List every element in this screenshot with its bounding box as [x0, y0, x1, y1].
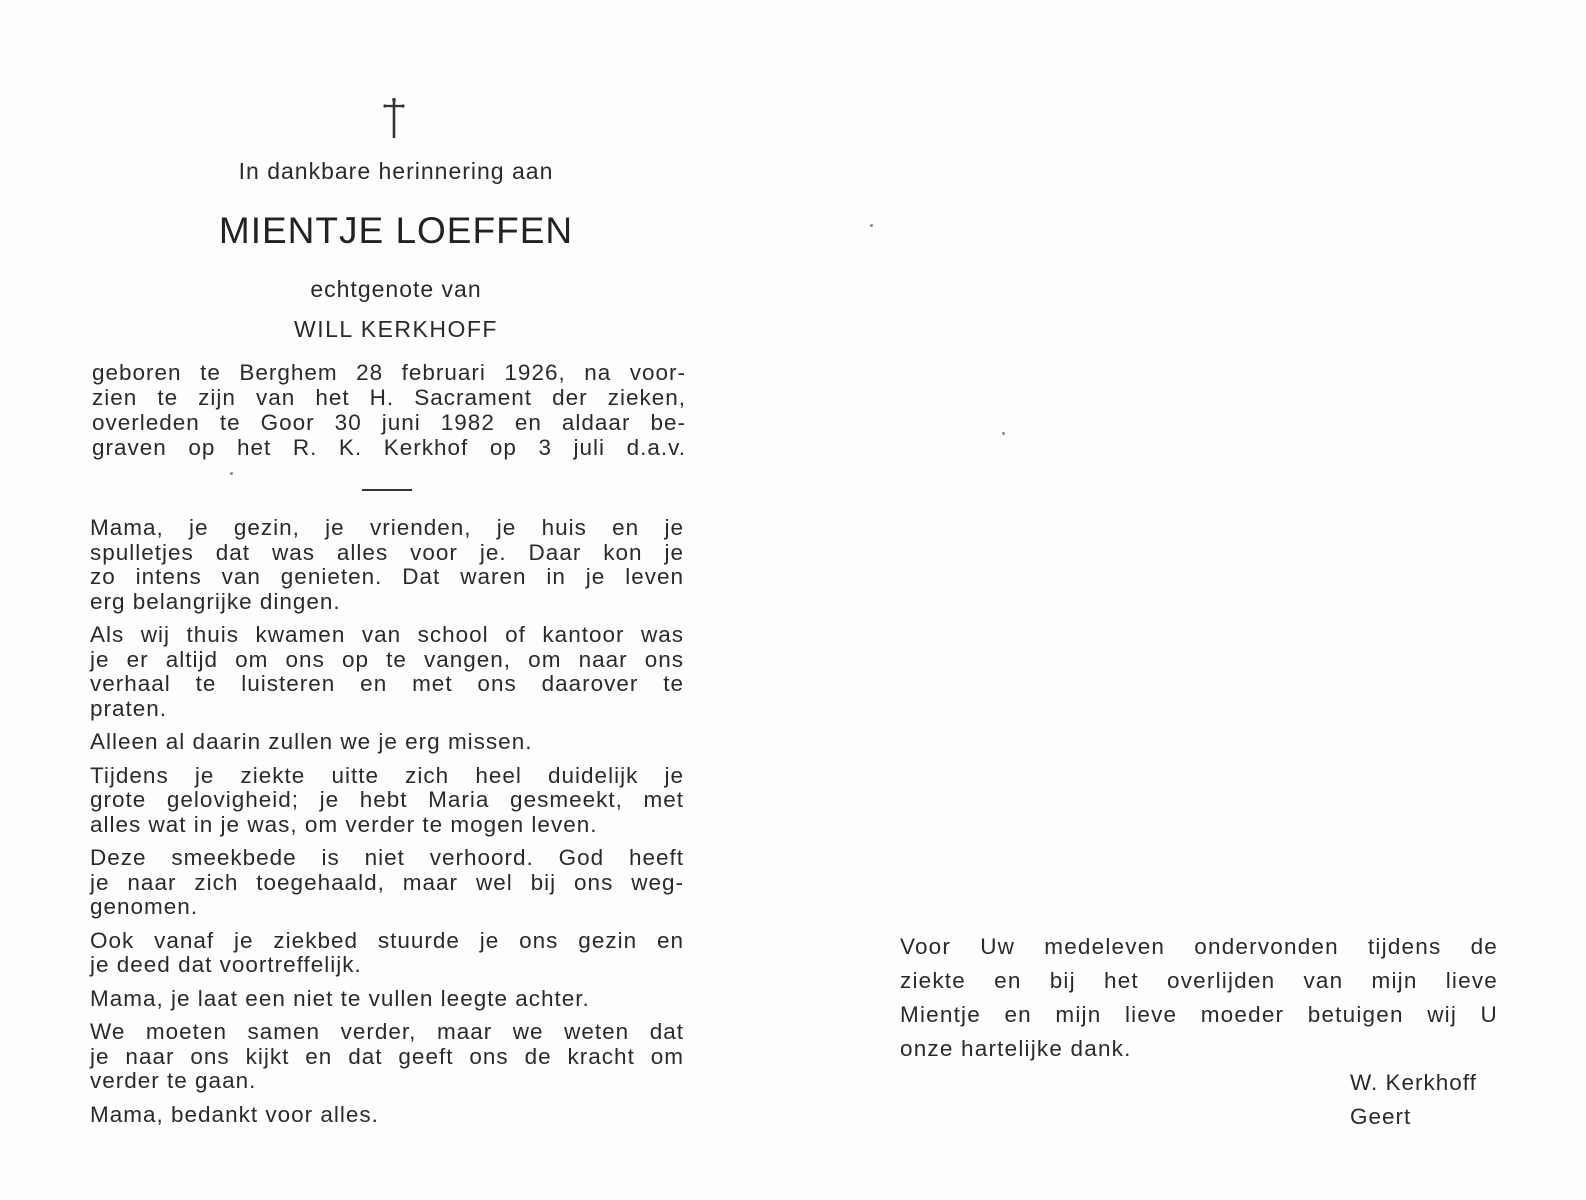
- poem-line: grote gelovigheid; je hebt Maria gesmeekt, met: [90, 787, 684, 812]
- poem-line: praten.: [90, 695, 168, 721]
- stanza: [90, 764, 684, 838]
- paper-speck: [870, 224, 873, 227]
- tribute-text: [90, 516, 684, 1136]
- poem-line: Ook vanaf je ziekbed stuurde je ons gezin en: [90, 927, 684, 953]
- intro-text: In dankbare herinnering aan: [238, 158, 554, 184]
- thanks-line: Voor Uw medeleven ondervonden tijdens de: [900, 934, 1498, 959]
- poem-line: Tijdens je ziekte uitte zich heel duidelijk je: [90, 762, 684, 788]
- poem-line: je naar zich toegehaald, maar wel bij ons weg-: [90, 869, 684, 895]
- poem-line: zo intens van genieten. Dat waren in je leven: [90, 564, 684, 589]
- thanks-line: onze hartelijke dank.: [900, 1036, 1132, 1061]
- biography: [92, 360, 686, 460]
- signatures: [1350, 1066, 1510, 1134]
- stanza: [90, 846, 684, 920]
- poem-line: alles wat in je was, om verder te mogen leven.: [90, 811, 598, 837]
- poem-line: Deze smeekbede is niet verhoord. God heeft: [90, 845, 684, 870]
- poem-line: verder te gaan.: [90, 1068, 257, 1093]
- stanza: [90, 730, 684, 755]
- bio-line: graven op het R. K. Kerkhof op 3 juli d.a.v.: [92, 435, 686, 460]
- stanza: [90, 516, 684, 614]
- thanks-message: [900, 930, 1498, 1066]
- poem-line: genomen.: [90, 894, 199, 919]
- bio-line: zien te zijn van het H. Sacrament der zieken,: [92, 385, 686, 410]
- poem-line: spulletjes dat was alles voor je. Daar kon je: [90, 539, 684, 565]
- poem-line: je deed dat voortreffelijk.: [90, 952, 362, 977]
- cross-icon: [374, 96, 414, 142]
- signature-line: Geert: [1350, 1104, 1412, 1129]
- thanks-line: ziekte en bij het overlijden van mijn lieve: [900, 968, 1498, 993]
- signature-line: W. Kerkhoff: [1350, 1070, 1477, 1095]
- poem-line: Mama, je laat een niet te vullen leegte achter.: [90, 985, 590, 1011]
- poem-line: Alleen al daarin zullen we je erg missen.: [90, 729, 533, 754]
- stanza: [90, 929, 684, 978]
- bio-line: geboren te Berghem 28 februari 1926, na voor-: [92, 360, 686, 385]
- deceased-name: MIENTJE LOEFFEN: [218, 210, 574, 251]
- paper-speck: [230, 472, 233, 475]
- stanza: [90, 1103, 684, 1128]
- poem-line: je er altijd om ons op te vangen, om naar ons: [90, 646, 684, 672]
- poem-line: je naar ons kijkt en dat geeft ons de kracht om: [90, 1043, 684, 1069]
- paper-speck: [1002, 432, 1005, 435]
- poem-line: erg belangrijke dingen.: [90, 588, 341, 614]
- stanza: [90, 1020, 684, 1094]
- poem-line: Als wij thuis kwamen van school of kantoor was: [90, 622, 684, 647]
- stanza: [90, 623, 684, 721]
- stanza: [90, 987, 684, 1012]
- bio-line: overleden te Goor 30 juni 1982 en aldaar be-: [92, 410, 686, 435]
- thanks-line: Mientje en mijn lieve moeder betuigen wij U: [900, 1002, 1498, 1027]
- poem-line: We moeten samen verder, maar we weten dat: [90, 1019, 684, 1044]
- poem-line: Mama, bedankt voor alles.: [90, 1101, 379, 1127]
- spouse-label: echtgenote van: [310, 276, 482, 302]
- poem-line: Mama, je gezin, je vrienden, je huis en je: [90, 515, 684, 540]
- poem-line: verhaal te luisteren en met ons daarover te: [90, 671, 684, 696]
- divider: [362, 489, 412, 491]
- spouse-name: WILL KERKHOFF: [294, 316, 498, 342]
